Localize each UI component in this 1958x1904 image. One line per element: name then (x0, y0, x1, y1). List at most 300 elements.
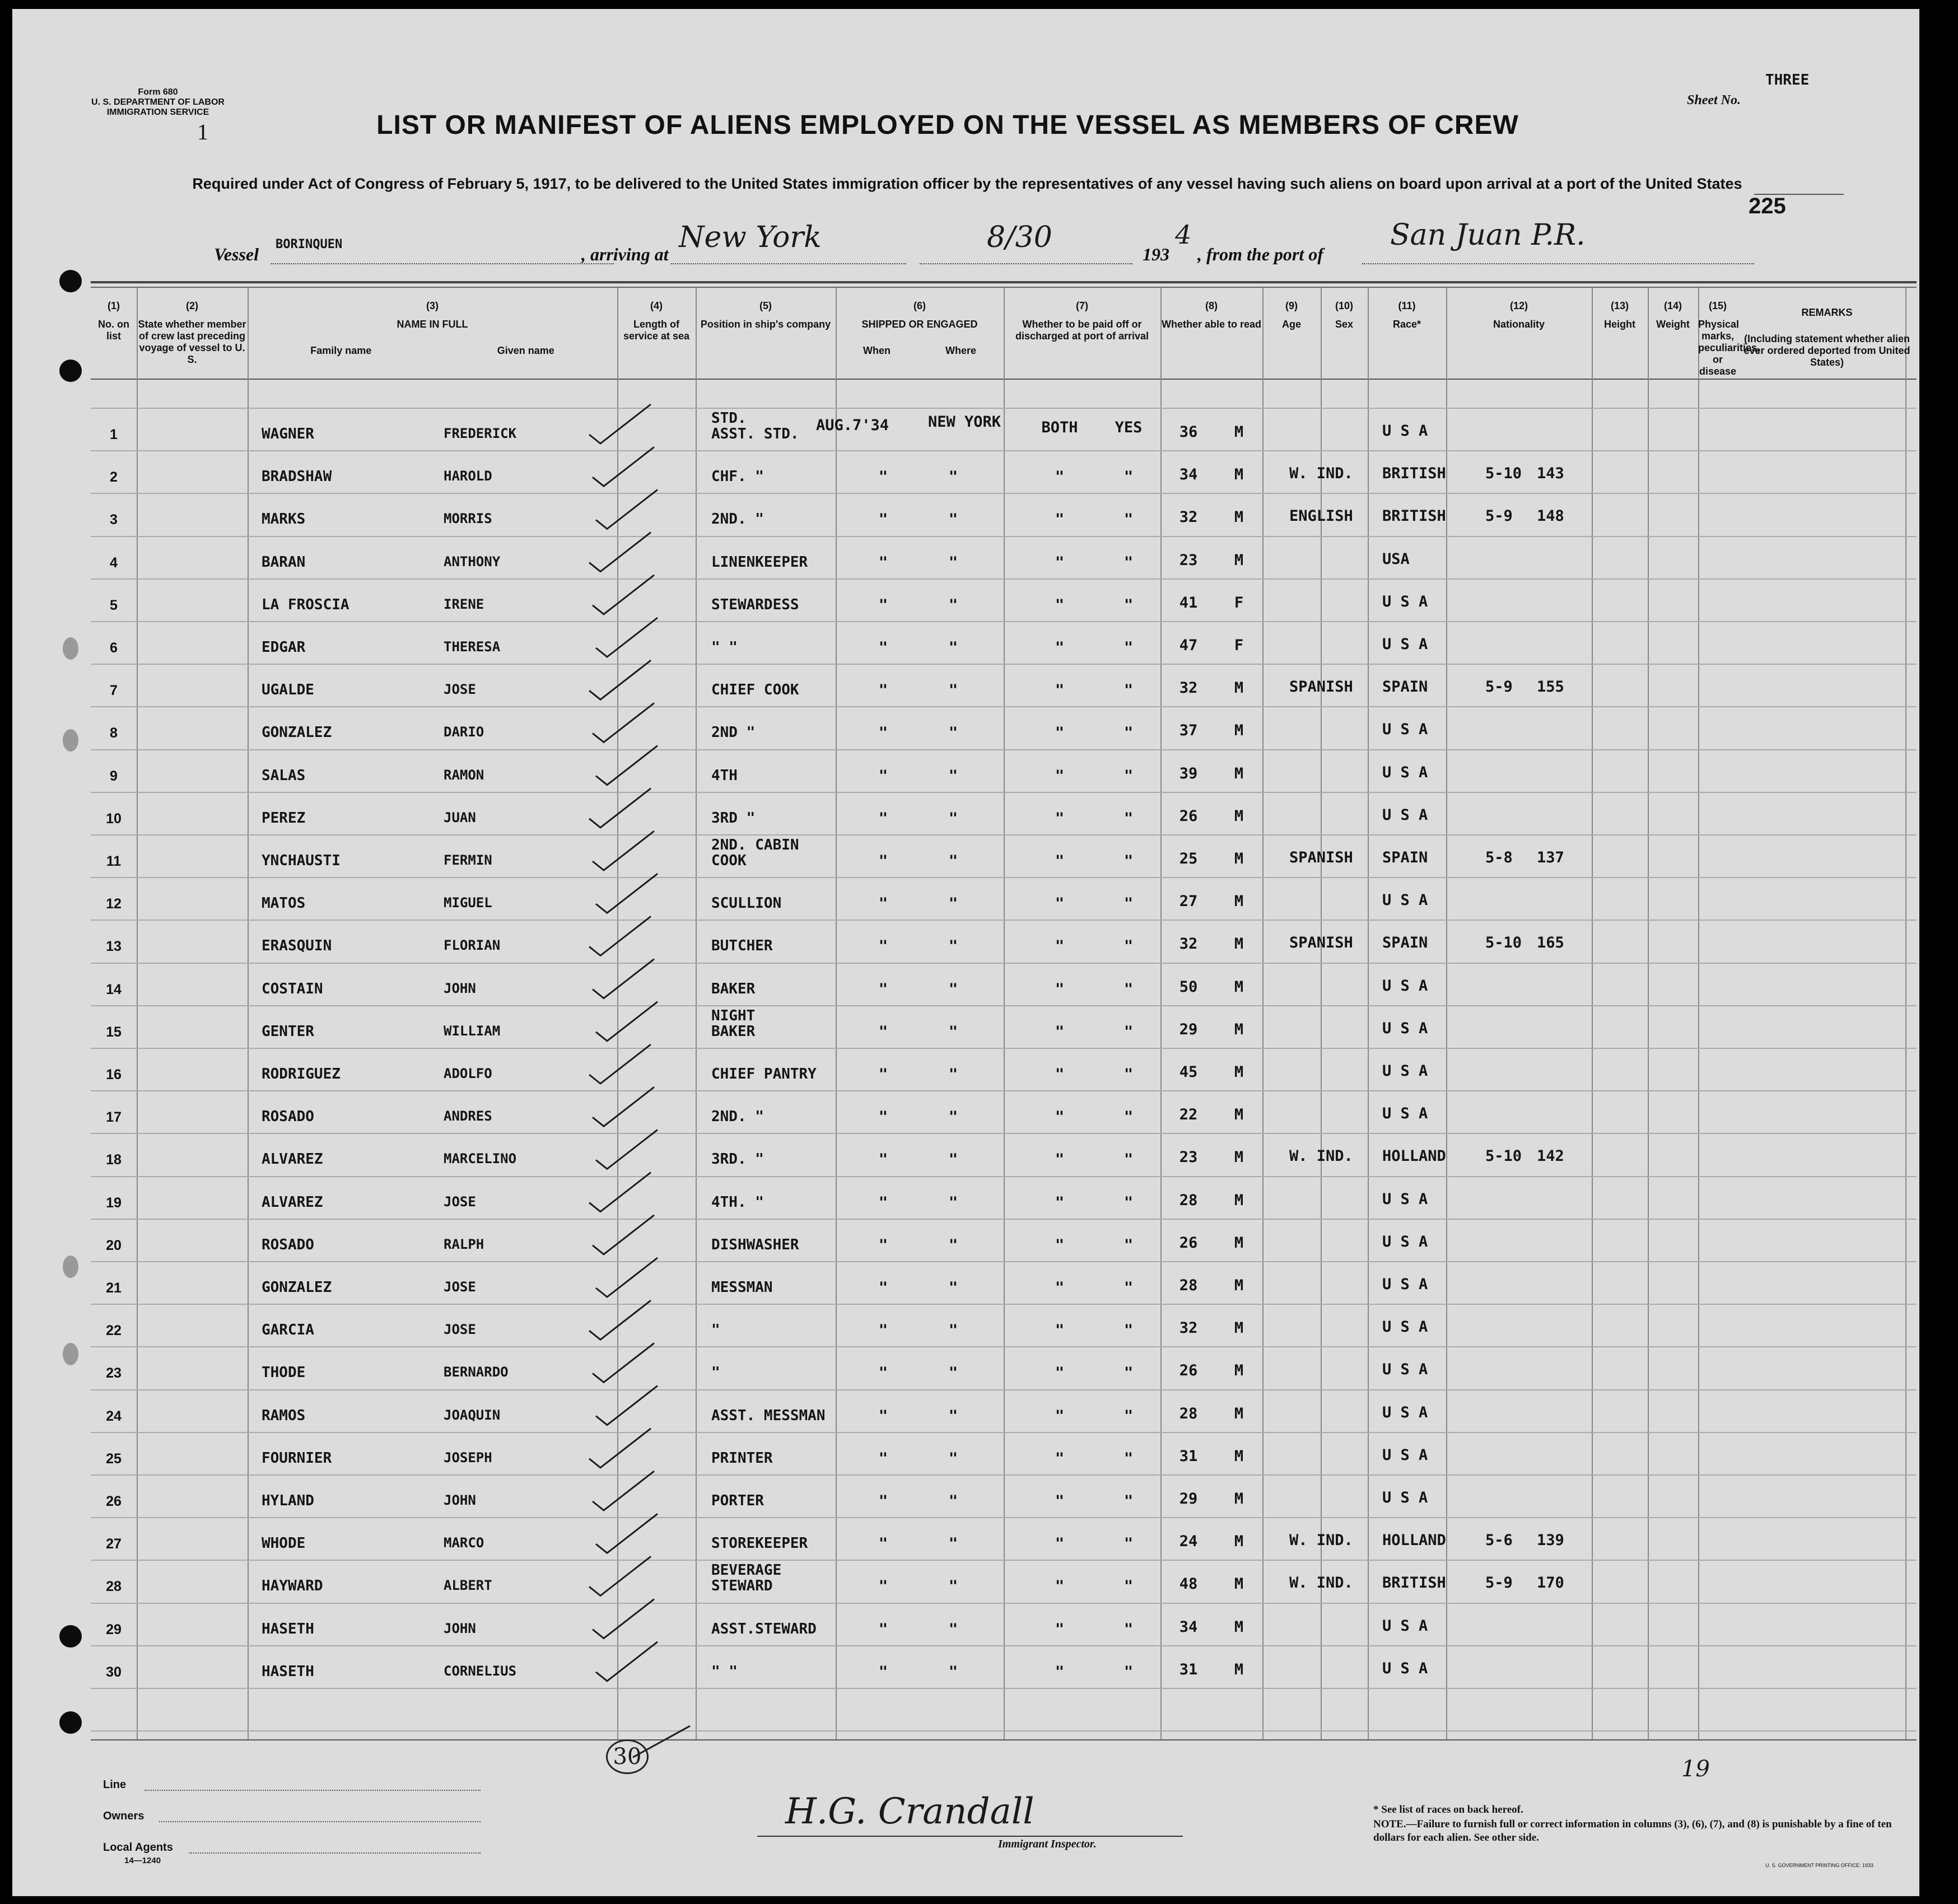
row-number: 6 (110, 640, 118, 656)
column-label: State whether member of crew last preceding voyage of vessel to U. S. (138, 319, 246, 365)
column-label: Position in ship's company (700, 319, 831, 330)
shipped-where: " (948, 1023, 958, 1040)
paid-off: " (1055, 1151, 1065, 1169)
able-to-read: " (1123, 468, 1134, 486)
year-prefix: 193 (1143, 244, 1169, 264)
service-checkmark (593, 1599, 654, 1639)
service-checkmark (596, 489, 658, 529)
age: 34 (1179, 466, 1198, 484)
given-name: DARIO (444, 724, 484, 740)
row-number: 9 (110, 768, 118, 784)
nationality: U S A (1382, 1105, 1428, 1123)
race: W. IND. (1289, 1532, 1353, 1550)
column-number: (12) (1509, 300, 1528, 311)
family-name: GONZALEZ (262, 1279, 332, 1296)
shipped-where: " (948, 809, 958, 827)
position: CHIEF COOK (711, 682, 799, 699)
service-checkmark (589, 1556, 651, 1595)
nationality: U S A (1382, 592, 1428, 610)
service-checkmark (596, 1514, 658, 1553)
family-name: PEREZ (262, 809, 306, 827)
position: BAKER (711, 980, 756, 997)
nationality: U S A (1382, 1062, 1428, 1080)
sex: M (1234, 551, 1244, 569)
age: 32 (1179, 679, 1198, 697)
position-line1: BEVERAGE (711, 1562, 782, 1579)
age: 28 (1179, 1277, 1198, 1294)
height: 5-9 (1485, 507, 1513, 525)
sex: M (1234, 850, 1244, 867)
family-name: GENTER (262, 1023, 314, 1040)
family-name: WHODE (262, 1535, 306, 1552)
able-to-read: " (1123, 852, 1134, 870)
family-name: UGALDE (262, 682, 314, 699)
service-checkmark (589, 788, 651, 828)
shipped-where: " (948, 1620, 958, 1638)
position: STEWARDESS (711, 596, 799, 613)
column-number: (8) (1205, 300, 1218, 311)
paid-off: " (1055, 1407, 1065, 1425)
age: 50 (1179, 978, 1198, 996)
position: COOK (711, 852, 747, 869)
service-checkmark (589, 1300, 651, 1340)
shipped-when: " (878, 468, 888, 486)
given-name: JOAQUIN (444, 1407, 501, 1423)
able-to-read: " (1123, 1535, 1134, 1553)
shipped-where: " (948, 1492, 958, 1510)
paid-off: " (1055, 1449, 1065, 1467)
nationality: SPAIN (1382, 934, 1428, 952)
given-name: RALPH (444, 1236, 484, 1252)
paid-off: " (1055, 724, 1065, 742)
position: 3RD " (711, 809, 756, 827)
form-number: Form 680 (138, 87, 178, 97)
row-number: 13 (106, 939, 122, 955)
family-name: HYLAND (262, 1492, 314, 1509)
age: 34 (1179, 1618, 1198, 1636)
nationality: U S A (1382, 1617, 1428, 1635)
paid-off: " (1055, 1578, 1065, 1595)
inspector-label: Immigrant Inspector. (998, 1838, 1097, 1850)
row-number: 8 (110, 725, 118, 741)
line-label: Line (103, 1779, 127, 1791)
paid-off: " (1055, 1663, 1065, 1681)
column-number: (2) (186, 300, 198, 311)
able-to-read: " (1123, 980, 1134, 998)
column-number: (15) (1708, 300, 1727, 311)
given-name: IRENE (444, 596, 484, 612)
able-to-read: " (1123, 596, 1134, 614)
weight: 142 (1537, 1147, 1564, 1165)
race: W. IND. (1289, 1147, 1353, 1165)
shipped-where: " (948, 980, 958, 998)
nationality: U S A (1382, 1659, 1428, 1677)
nationality: U S A (1382, 1403, 1428, 1421)
age: 31 (1179, 1660, 1198, 1678)
service-checkmark (593, 1087, 654, 1126)
form-code: 14—1240 (124, 1856, 161, 1865)
paid-off: " (1055, 1279, 1065, 1296)
nationality: BRITISH (1382, 465, 1446, 483)
column-label: NAME IN FULL (397, 319, 468, 330)
sex: M (1234, 1447, 1244, 1465)
able-to-read: " (1123, 1578, 1134, 1595)
shipped-where: " (948, 1663, 958, 1681)
given-name: HAROLD (444, 468, 492, 484)
paid-off: " (1055, 511, 1065, 529)
column-label: Height (1604, 319, 1635, 330)
nationality: U S A (1382, 892, 1428, 909)
sex: M (1234, 1234, 1244, 1252)
given-name: RAMON (444, 767, 484, 783)
service-checkmark (589, 1429, 651, 1468)
row-number: 15 (106, 1024, 122, 1040)
paid-off: " (1055, 1535, 1065, 1553)
nationality: U S A (1382, 1019, 1428, 1037)
given-name: FLORIAN (444, 937, 501, 954)
vessel-name: BORINQUEN (276, 237, 343, 251)
sex: M (1234, 1063, 1244, 1081)
arriving-label: , arriving at (581, 244, 669, 264)
service-checkmark (596, 746, 658, 785)
paid-off: BOTH (1041, 419, 1078, 436)
position: ASST. STD. (711, 426, 799, 442)
column-label: Race* (1392, 319, 1421, 330)
column-number: (11) (1398, 300, 1416, 311)
row-number: 2 (110, 469, 118, 486)
row-number: 14 (106, 981, 122, 997)
nationality: HOLLAND (1382, 1147, 1446, 1165)
shipped-when: " (878, 1620, 888, 1638)
column-label: SHIPPED OR ENGAGED (861, 319, 978, 330)
shipped-where: " (948, 1151, 958, 1169)
paid-off: " (1055, 767, 1065, 785)
shipped-where: " (948, 468, 958, 486)
shipped-where: " (948, 937, 958, 955)
nationality: SPAIN (1382, 678, 1428, 696)
row-number: 3 (110, 512, 118, 528)
nationality: U S A (1382, 763, 1428, 781)
given-name: MARCO (444, 1535, 484, 1551)
row-number: 25 (106, 1450, 122, 1467)
row-number: 23 (106, 1365, 122, 1382)
page-number: 225 (1749, 194, 1786, 218)
given-name: JOSEPH (444, 1449, 492, 1466)
family-name: ALVAREZ (262, 1193, 323, 1211)
position: LINENKEEPER (711, 553, 808, 571)
column-sublabel: Family name (310, 345, 372, 356)
sex: M (1234, 1106, 1244, 1124)
vessel-label: Vessel (214, 244, 259, 264)
column-sublabel: Given name (497, 345, 554, 356)
arriving-port: New York (679, 221, 822, 254)
arrival-date: 8/30 (987, 221, 1052, 254)
sex: M (1234, 1490, 1244, 1508)
family-name: ALVAREZ (262, 1151, 323, 1168)
position: DISHWASHER (711, 1236, 799, 1253)
able-to-read: " (1123, 895, 1134, 913)
row-number: 21 (106, 1280, 122, 1296)
age: 41 (1179, 594, 1198, 612)
able-to-read: " (1123, 724, 1134, 742)
weight: 143 (1537, 465, 1564, 483)
given-name: THERESA (444, 639, 501, 655)
family-name: HAYWARD (262, 1578, 323, 1595)
column-label: Whether to be paid off or discharged at port of arrival (1015, 319, 1149, 342)
sex: M (1234, 508, 1244, 526)
family-name: GONZALEZ (262, 724, 332, 741)
age: 26 (1179, 1362, 1198, 1380)
age: 32 (1179, 508, 1198, 526)
shipped-when: " (878, 1449, 888, 1467)
position: BAKER (711, 1023, 756, 1040)
given-name: JOSE (444, 682, 476, 698)
paid-off: " (1055, 895, 1065, 913)
able-to-read: " (1123, 639, 1134, 656)
service-checkmark (593, 575, 654, 614)
column-label: Nationality (1493, 319, 1545, 330)
able-to-read: " (1123, 767, 1134, 785)
service-checkmark (593, 1215, 654, 1254)
shipped-when: " (878, 767, 888, 785)
inspector-signature: H.G. Crandall (785, 1791, 1034, 1832)
service-checkmark (596, 618, 658, 657)
able-to-read: YES (1115, 419, 1143, 436)
age: 22 (1179, 1106, 1198, 1124)
column-number: (9) (1285, 300, 1298, 311)
given-name: ANTHONY (444, 553, 501, 570)
sex: M (1234, 1277, 1244, 1294)
position-line1: 2ND. CABIN (711, 837, 799, 853)
sheet-no-value: THREE (1765, 72, 1810, 88)
shipped-when: " (878, 1151, 888, 1169)
column-sublabel: When (863, 345, 891, 356)
position: STOREKEEPER (711, 1535, 808, 1552)
service-checkmark (593, 1343, 654, 1382)
sex: M (1234, 1575, 1244, 1593)
age: 25 (1179, 850, 1198, 867)
given-name: WILLIAM (444, 1023, 501, 1039)
signature-line (757, 1836, 1183, 1837)
position: PORTER (711, 1492, 764, 1509)
shipped-when: " (878, 1364, 888, 1382)
weight: 148 (1537, 507, 1564, 525)
position: CHIEF PANTRY (711, 1066, 817, 1082)
family-name: RODRIGUEZ (262, 1066, 341, 1082)
position: SCULLION (711, 895, 782, 912)
shipped-where: " (948, 852, 958, 870)
family-name: HASETH (262, 1663, 314, 1680)
row-number: 4 (110, 554, 118, 571)
age: 37 (1179, 722, 1198, 740)
position: " (711, 1364, 720, 1382)
owners-underline (159, 1821, 481, 1822)
sex: F (1234, 594, 1244, 612)
row-number: 18 (106, 1152, 122, 1168)
sex: M (1234, 1404, 1244, 1422)
service-checkmark (589, 1173, 651, 1212)
family-name: ROSADO (262, 1236, 314, 1253)
nationality: U S A (1382, 1361, 1428, 1379)
manifest-title: LIST OR MANIFEST OF ALIENS EMPLOYED ON THE VESSEL AS MEMBERS OF CREW (376, 110, 1519, 140)
able-to-read: " (1123, 682, 1134, 699)
nationality: U S A (1382, 1233, 1428, 1250)
age: 47 (1179, 637, 1198, 654)
nationality: U S A (1382, 1276, 1428, 1293)
row-number: 19 (106, 1194, 122, 1211)
paid-off: " (1055, 980, 1065, 998)
age: 26 (1179, 1234, 1198, 1252)
age: 32 (1179, 935, 1198, 953)
shipped-where: " (948, 1364, 958, 1382)
sheet-no-label: Sheet No. (1687, 93, 1741, 108)
family-name: YNCHAUSTI (262, 852, 341, 869)
paid-off: " (1055, 553, 1065, 571)
position-line1: STD. (711, 410, 747, 427)
shipped-when: " (878, 1193, 888, 1211)
sex: M (1234, 978, 1244, 996)
paid-off: " (1055, 809, 1065, 827)
service-checkmark (596, 1258, 658, 1297)
position: ASST.STEWARD (711, 1620, 817, 1637)
paid-off: " (1055, 1193, 1065, 1211)
age: 32 (1179, 1319, 1198, 1337)
sex: M (1234, 466, 1244, 484)
shipped-where: " (948, 767, 958, 785)
shipped-when: " (878, 1492, 888, 1510)
able-to-read: " (1123, 1322, 1134, 1340)
height: 5-9 (1485, 1574, 1513, 1592)
service-checkmark (593, 959, 654, 998)
total-checkmark (628, 1723, 696, 1762)
family-name: BRADSHAW (262, 468, 332, 486)
given-name: JOSE (444, 1193, 476, 1210)
given-name: FREDERICK (444, 426, 517, 441)
able-to-read: " (1123, 1066, 1134, 1083)
sex: M (1234, 423, 1244, 441)
paid-off: " (1055, 1620, 1065, 1638)
paid-off: " (1055, 937, 1065, 955)
height: 5-9 (1485, 678, 1513, 696)
sex: M (1234, 1319, 1244, 1337)
nationality: USA (1382, 550, 1410, 568)
shipped-where: " (948, 724, 958, 742)
height: 5-10 (1485, 934, 1522, 952)
nationality: U S A (1382, 721, 1428, 739)
row-number: 10 (106, 810, 122, 827)
shipped-when: " (878, 809, 888, 827)
column-label: Sex (1335, 319, 1354, 330)
nationality: SPAIN (1382, 849, 1428, 866)
service-name: IMMIGRATION SERVICE (106, 108, 209, 117)
able-to-read: " (1123, 1364, 1134, 1382)
paid-off: " (1055, 1322, 1065, 1340)
row-number: 12 (106, 896, 122, 912)
nationality: U S A (1382, 977, 1428, 995)
row-number: 17 (106, 1109, 122, 1126)
race: W. IND. (1289, 1574, 1353, 1592)
shipped-when: " (878, 895, 888, 913)
family-name: HASETH (262, 1620, 314, 1637)
service-checkmark (596, 1386, 658, 1425)
column-number: (7) (1076, 300, 1088, 311)
shipped-when: " (878, 1066, 888, 1083)
circled-total: 30 (606, 1739, 649, 1774)
column-sublabel: Where (945, 345, 976, 356)
column-number: (3) (426, 300, 439, 311)
race-note: * See list of races on back hereof. (1373, 1804, 1523, 1816)
nationality: U S A (1382, 422, 1428, 440)
race: W. IND. (1289, 465, 1353, 483)
nationality: HOLLAND (1382, 1532, 1446, 1550)
shipped-when: " (878, 639, 888, 656)
agents-underline (189, 1852, 481, 1854)
age: 23 (1179, 1149, 1198, 1166)
sex: M (1234, 807, 1244, 825)
row-number: 26 (106, 1494, 122, 1509)
given-name: MORRIS (444, 511, 492, 527)
family-name: GARCIA (262, 1322, 314, 1339)
shipped-where: " (948, 553, 958, 571)
family-name: COSTAIN (262, 980, 323, 997)
from-port-label: , from the port of (1197, 244, 1323, 264)
able-to-read: " (1123, 1407, 1134, 1425)
sex: M (1234, 1660, 1244, 1678)
weight: 139 (1537, 1532, 1564, 1550)
weight: 155 (1537, 678, 1564, 696)
owners-label: Owners (103, 1810, 144, 1822)
shipped-where: " (948, 1322, 958, 1340)
position: " " (711, 1663, 738, 1680)
printer-line: U. S. GOVERNMENT PRINTING OFFICE: 1933 (1765, 1863, 1873, 1868)
nationality: U S A (1382, 806, 1428, 824)
column-label: Whether able to read (1161, 319, 1262, 330)
age: 28 (1179, 1404, 1198, 1422)
position: 2ND. " (711, 1108, 764, 1126)
service-checkmark (589, 533, 651, 572)
shipped-when: " (878, 553, 888, 571)
paid-off: " (1055, 596, 1065, 614)
family-name: ROSADO (262, 1108, 314, 1126)
sex: M (1234, 764, 1244, 782)
position: 3RD. " (711, 1151, 764, 1168)
sex: F (1234, 637, 1244, 654)
given-name: JOHN (444, 1620, 476, 1636)
manifest-sheet (12, 9, 1919, 1896)
age: 24 (1179, 1533, 1198, 1551)
family-name: FOURNIER (262, 1449, 332, 1467)
service-checkmark (596, 1002, 658, 1041)
position: PRINTER (711, 1449, 773, 1467)
paid-off: " (1055, 1492, 1065, 1510)
shipped-when: " (878, 1108, 888, 1126)
position: ASST. MESSMAN (711, 1407, 826, 1424)
age: 27 (1179, 893, 1198, 911)
family-name: WAGNER (262, 426, 314, 442)
nationality: U S A (1382, 1318, 1428, 1336)
given-name: ALBERT (444, 1578, 492, 1594)
shipped-when: " (878, 1279, 888, 1296)
height: 5-10 (1485, 465, 1522, 483)
paid-off: " (1055, 1108, 1065, 1126)
row-number: 7 (110, 683, 118, 699)
shipped-where: " (948, 1449, 958, 1467)
column-number: (6) (913, 300, 926, 311)
able-to-read: " (1123, 1449, 1134, 1467)
given-name: JOHN (444, 980, 476, 996)
paid-off: " (1055, 1236, 1065, 1254)
shipped-where: " (948, 682, 958, 699)
